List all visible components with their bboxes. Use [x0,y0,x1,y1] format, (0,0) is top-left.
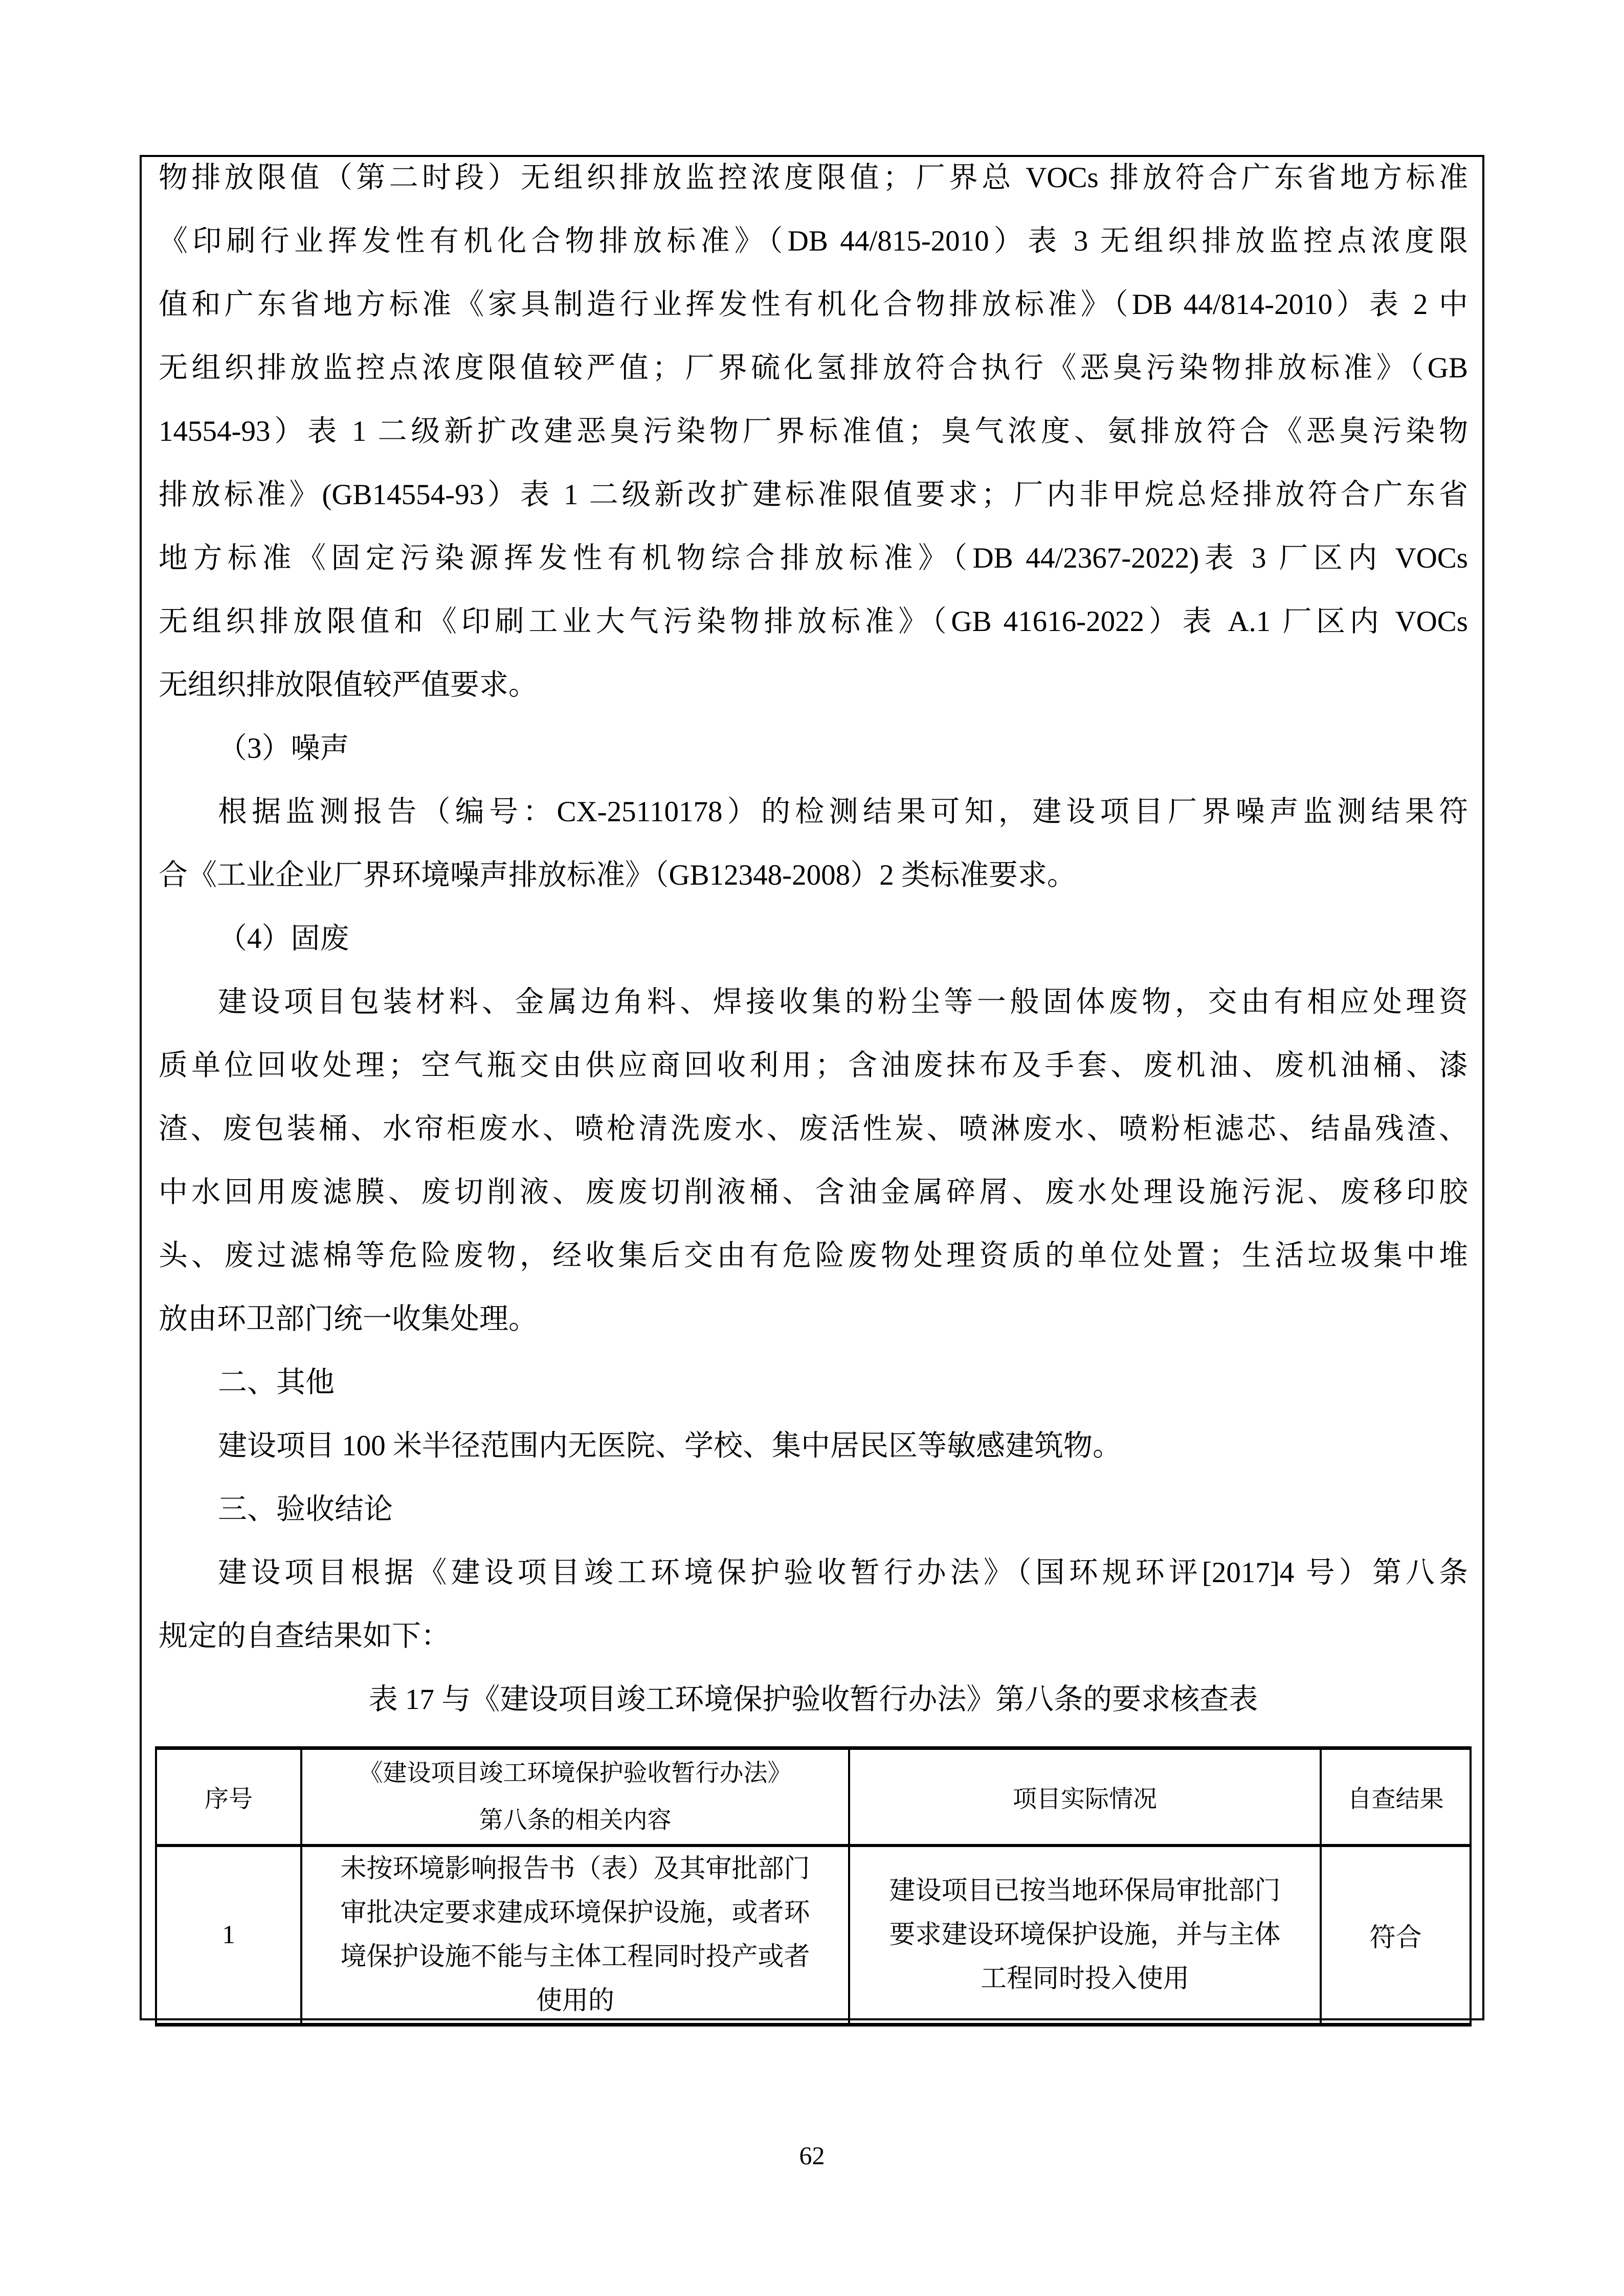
body-line: 根据监测报告（编号：CX-25110178）的检测结果可知，建设项目厂界噪声监测结果符 [218,796,1468,828]
cell-index: 1 [156,1845,301,2025]
cell-line: 未按环境影响报告书（表）及其审批部门 [340,1855,810,1883]
section-heading-solid-waste: （4）固废 [218,922,349,955]
header-cell-index: 序号 [156,1748,301,1846]
section-heading-other: 二、其他 [218,1366,335,1399]
cell-requirement [301,1845,849,2025]
body-line: 14554-93）表 1 二级新扩改建恶臭污染物厂界标准值；臭气浓度、氨排放符合《恶臭污染物 [159,415,1468,447]
body-line: 《印刷行业挥发性有机化合物排放标准》（DB 44/815-2010）表 3 无组织排放监控点浓度限 [159,225,1468,257]
body-line: 无组织排放限值较严值要求。 [159,669,538,701]
header-cell-result: 自查结果 [1321,1748,1471,1846]
body-line: 放由环卫部门统一收集处理。 [159,1303,538,1335]
cell-line: 建设项目已按当地环保局审批部门 [889,1877,1281,1905]
body-line: 质单位回收处理；空气瓶交由供应商回收利用；含油废抹布及手套、废机油、废机油桶、漆 [159,1049,1468,1082]
cell-line: 使用的 [536,1987,614,2015]
cell-line: 境保护设施不能与主体工程同时投产或者 [340,1943,810,1971]
section-heading-conclusion: 三、验收结论 [218,1493,393,1525]
table-header-row [156,1748,1471,1846]
body-line: 头、废过滤棉等危险废物，经收集后交由有危险废物处理资质的单位处置；生活垃圾集中堆 [159,1240,1468,1272]
cell-line: 要求建设环境保护设施，并与主体 [889,1921,1281,1949]
body-line: 排放标准》(GB14554-93）表 1 二级新改扩建标准限值要求；厂内非甲烷总烃排放符合广东省 [159,479,1468,511]
body-line: 物排放限值（第二时段）无组织排放监控浓度限值；厂界总 VOCs 排放符合广东省地方标准 [159,162,1468,194]
page-number: 62 [799,2141,825,2170]
cell-result: 符合 [1321,1845,1471,2025]
body-line: 无组织排放监控点浓度限值较严值；厂界硫化氢排放符合执行《恶臭污染物排放标准》（GB [159,352,1468,384]
body-line: 合《工业企业厂界环境噪声排放标准》（GB12348-2008）2 类标准要求。 [159,859,1076,891]
body-line: 渣、废包装桶、水帘柜废水、喷枪清洗废水、废活性炭、喷淋废水、喷粉柜滤芯、结晶残渣、 [159,1113,1468,1145]
cell-line: 工程同时投入使用 [980,1965,1189,1993]
body-line: 地方标准《固定污染源挥发性有机物综合排放标准》（DB 44/2367-2022)表 3 厂区内 VOCs [159,542,1468,574]
body-line: 建设项目包装材料、金属边角料、焊接收集的粉尘等一般固体废物，交由有相应处理资 [218,986,1468,1018]
header-cell-actual: 项目实际情况 [849,1748,1321,1846]
body-line: 值和广东省地方标准《家具制造行业挥发性有机化合物排放标准》（DB 44/814-2010）表 2 中 [159,288,1468,321]
cell-line: 审批决定要求建成环境保护设施，或者环 [340,1899,810,1927]
body-line: 建设项目根据《建设项目竣工环境保护验收暂行办法》（国环规环评[2017]4 号）第八条 [218,1557,1468,1589]
body-line: 无组织排放限值和《印刷工业大气污染物排放标准》（GB 41616-2022）表 A.1 厂区内 VOCs [159,605,1468,638]
table-title: 表 17 与《建设项目竣工环境保护验收暂行办法》第八条的要求核查表 [368,1683,1258,1716]
cell-actual [849,1845,1321,2025]
header-line: 《建设项目竣工环境保护验收暂行办法》 [359,1760,792,1787]
table-row [156,1845,1471,2025]
self-check-table [155,1746,1472,2027]
header-cell-requirement [301,1748,849,1846]
header-line: 第八条的相关内容 [479,1807,672,1834]
body-line: 建设项目 100 米半径范围内无医院、学校、集中居民区等敏感建筑物。 [218,1430,1122,1462]
body-line: 中水回用废滤膜、废切削液、废废切削液桶、含油金属碎屑、废水处理设施污泥、废移印胶 [159,1176,1468,1208]
body-text [159,146,1468,1731]
section-heading-noise: （3）噪声 [218,732,349,764]
body-line: 规定的自查结果如下： [159,1620,450,1652]
